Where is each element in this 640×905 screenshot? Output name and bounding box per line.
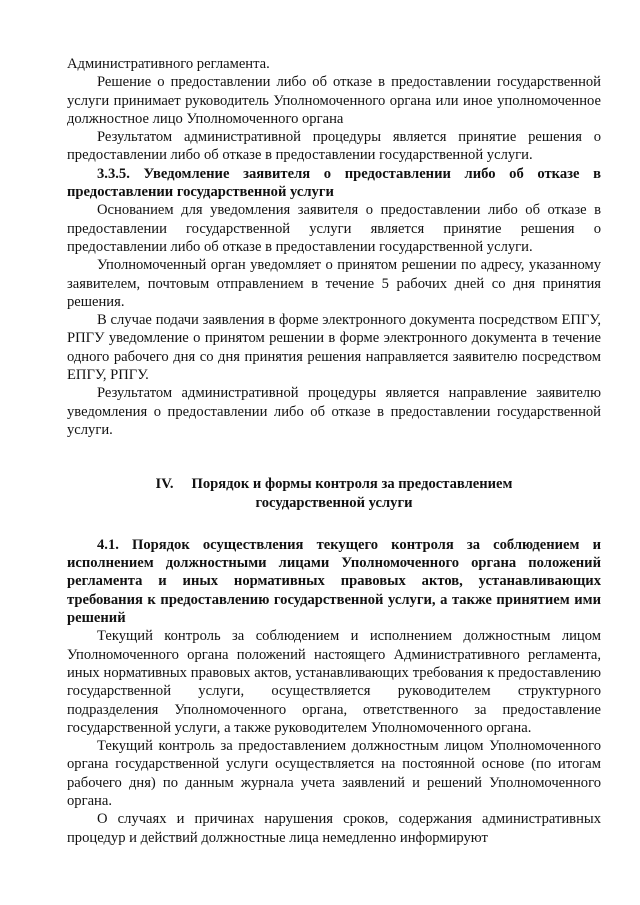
- paragraph-result-notify: Результатом административной процедуры является направление заявителю уведомления о предоставлении либо об отказе в предоставлении государственной услуги.: [67, 385, 601, 438]
- paragraph-basis: Основанием для уведомления заявителя о предоставлении либо об отказе в предоставлении государственной услуги является принятие решения о предоставлении либо об отказе в предоставлении государственной услуги.: [67, 202, 601, 255]
- section-title: [67, 475, 601, 512]
- document-body: [67, 55, 601, 847]
- paragraph-decision: Решение о предоставлении либо об отказе в предоставлении государственной услуги принимает руководитель Уполномоченного органа или иное уполномоченное должностное лицо Уполномоченного органа: [67, 74, 601, 127]
- section-title-line1: Порядок и формы контроля за предоставлением: [191, 476, 513, 493]
- heading-3-3-5: 3.3.5. Уведомление заявителя о предоставлении либо об отказе в предоставлении государственной услуги: [67, 165, 601, 201]
- paragraph-notify-mail: Уполномоченный орган уведомляет о принятом решении по адресу, указанному заявителем, почтовым отправлением в течение 5 рабочих дней со дня принятия решения.: [67, 257, 601, 310]
- paragraph-continuation: Административного регламента.: [67, 56, 270, 72]
- paragraph-result: Результатом административной процедуры является принятие решения о предоставлении либо об отказе в предоставлении государственной услуги.: [67, 129, 601, 164]
- paragraph-control-basis: Текущий контроль за предоставлением должностным лицом Уполномоченного органа государственной услуги осуществляется на постоянной основе (по итогам рабочего дня) по данным журнала учета заявлений и решений Уполномоченного органа.: [67, 738, 601, 809]
- section-number: IV.: [155, 476, 174, 493]
- subsection-title-4-1: 4.1. Порядок осуществления текущего контроля за соблюдением и исполнением должностными лицами Уполномоченного органа положений регламента и иных нормативных правовых актов, устанавливающих требования к предоставлению государственной услуги, а также принятием ими решений: [67, 536, 601, 627]
- section-title-line2: государственной услуги: [255, 494, 413, 511]
- paragraph-notify-electronic: В случае подачи заявления в форме электронного документа посредством ЕПГУ, РПГУ уведомление о принятом решении в форме электронного документа в течение одного рабочего дня со дня принятия решения направляется заявителю посредством ЕПГУ, РПГУ.: [67, 312, 601, 384]
- paragraph-violations: О случаях и причинах нарушения сроков, содержания административных процедур и действий должностные лица немедленно информируют: [67, 811, 601, 846]
- paragraph-current-control: Текущий контроль за соблюдением и исполнением должностным лицом Уполномоченного органа положений настоящего Административного регламента, иных нормативных правовых актов, устанавливающих требования к предоставлению государственной услуги, осуществляется руководителем структурного подразделения Уполномоченного органа, ответственного за предоставление государственной услуги, а также руководителем Уполномоченного органа.: [67, 628, 601, 736]
